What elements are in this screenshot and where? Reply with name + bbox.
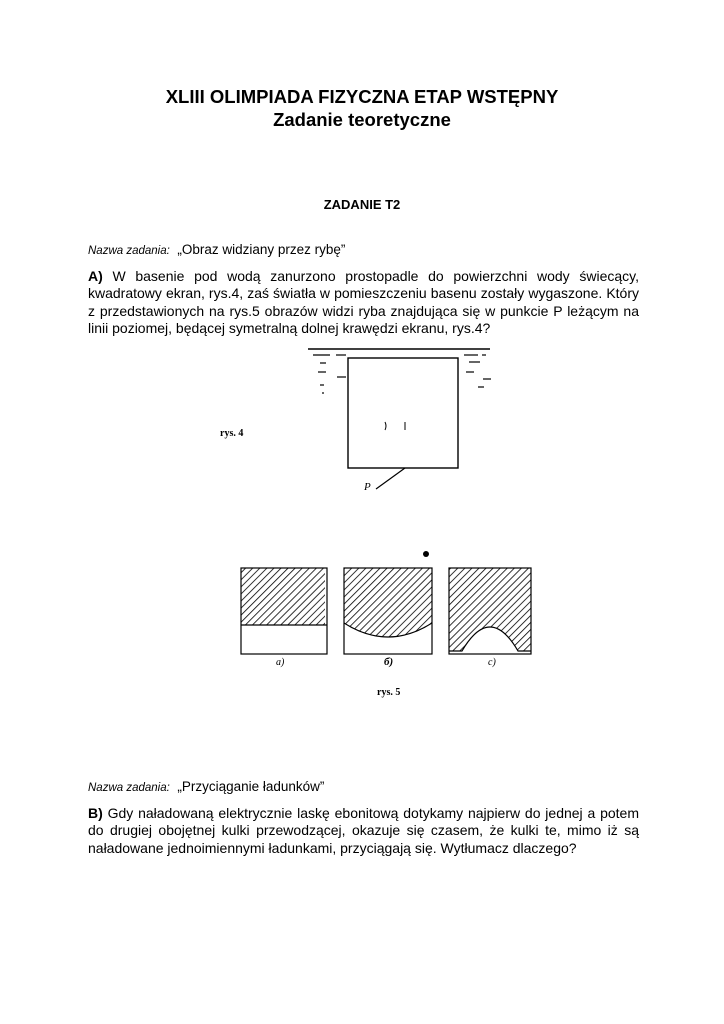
- task-a-marker: A): [88, 268, 103, 284]
- task-a-name-value: „Obraz widziany przez rybę”: [177, 242, 346, 257]
- task-b-name-value: „Przyciąganie ładunków”: [177, 779, 325, 794]
- page-title: XLIII OLIMPIADA FIZYCZNA ETAP WSTĘPNY: [165, 86, 559, 107]
- figure-5-label-b: б): [384, 656, 394, 668]
- figure-4-caption: rys. 4: [220, 428, 244, 439]
- task-b-name-label: Nazwa zadania:: [88, 782, 170, 794]
- task-heading: ZADANIE T2: [323, 197, 401, 212]
- figure-5-label-c: c): [488, 657, 496, 668]
- task-a-body: W basenie pod wodą zanurzono prostopadle do powierzchni wody świecący, kwadratowy ekran, rys.4, zaś światła w pomieszczeniu basenu zostały wygaszone. Który z przedstawionych na rys.5 obrazów widzi ryba znajdująca się w punkcie P leżącym na linii poziomej, będącej symetralną dolnej krawędzi ekranu, rys.4?: [88, 268, 639, 337]
- figure-5-label-a: a): [276, 657, 285, 668]
- task-b-text: [88, 805, 639, 857]
- figure-5-caption: rys. 5: [377, 687, 401, 698]
- figure-4-point-label: P: [364, 481, 371, 493]
- task-b-marker: B): [88, 805, 103, 821]
- task-b-name: [88, 779, 324, 794]
- task-b-body: Gdy naładowaną elektrycznie laskę ebonitową dotykamy najpierw do jednej a potem do drugiej obojętnej kulki przewodzącej, okazuje się czasem, że kulki te, mimo iż są naładowane jednoimiennymi ładunkami, przyciągają się. Wytłumacz dlaczego?: [88, 805, 639, 856]
- page-subtitle: Zadanie teoretyczne: [273, 109, 451, 130]
- task-a-name-label: Nazwa zadania:: [88, 245, 170, 257]
